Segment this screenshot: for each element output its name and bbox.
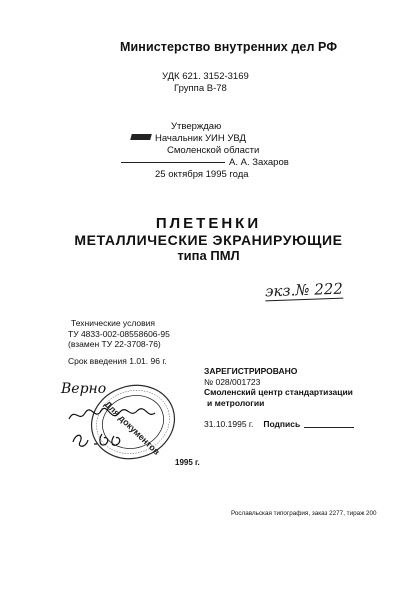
handwritten-mark	[130, 134, 152, 140]
registration-date: 31.10.1995 г.	[204, 419, 254, 429]
registration-date-row	[204, 419, 354, 429]
stamp-for-docs: Для документов	[102, 399, 162, 457]
start-date: Срок введения 1.01. 96 г.	[68, 356, 167, 366]
stamp-year: 1995 г.	[175, 458, 200, 467]
group-code: Группа В-78	[174, 83, 227, 94]
printer-info: Рославльская типография, заказ 2277, тираж 200	[231, 510, 377, 517]
title-line-3: типа ПМЛ	[177, 248, 240, 263]
tech-conditions-block	[68, 318, 170, 350]
copy-number	[265, 280, 343, 301]
udk-code: УДК 621. 3152-3169	[162, 71, 249, 82]
title-line-2: МЕТАЛЛИЧЕСКИЕ ЭКРАНИРУЮЩИЕ	[74, 232, 343, 248]
approver-region: Смоленской области	[167, 145, 260, 156]
classification-block	[162, 71, 249, 95]
registered-label: ЗАРЕГИСТРИРОВАНО	[204, 366, 298, 376]
handwritten-signature	[67, 405, 157, 428]
registration-center-2: и метрологии	[207, 397, 265, 408]
signature-blank	[304, 427, 354, 428]
tech-conditions-label: Технические условия	[71, 318, 155, 328]
approval-date: 25 октября 1995 года	[155, 169, 249, 180]
approval-block	[155, 121, 289, 181]
registration-block	[204, 366, 353, 408]
approve-word: Утверждаю	[171, 121, 222, 132]
signature-line	[121, 162, 225, 163]
ministry-title: Министерство внутренних дел РФ	[120, 40, 338, 54]
handwritten-date	[70, 430, 130, 455]
signature-label: Подпись	[263, 419, 301, 429]
document-title	[0, 216, 417, 264]
signatory-name: А. А. Захаров	[229, 157, 289, 168]
registration-center: Смоленский центр стандартизации	[204, 387, 353, 397]
copy-number-text: экз.№ 222	[264, 279, 344, 301]
approver-position: Начальник УИН УВД	[155, 133, 246, 144]
registration-number: № 028/001723	[204, 376, 261, 387]
tu-number: ТУ 4833-002-08558606-95	[68, 328, 170, 339]
title-line-1: ПЛЕТЕНКИ	[155, 215, 262, 232]
tu-replaces: (взамен ТУ 22-3708-76)	[68, 339, 161, 349]
handwritten-verno: Верно	[61, 381, 107, 397]
